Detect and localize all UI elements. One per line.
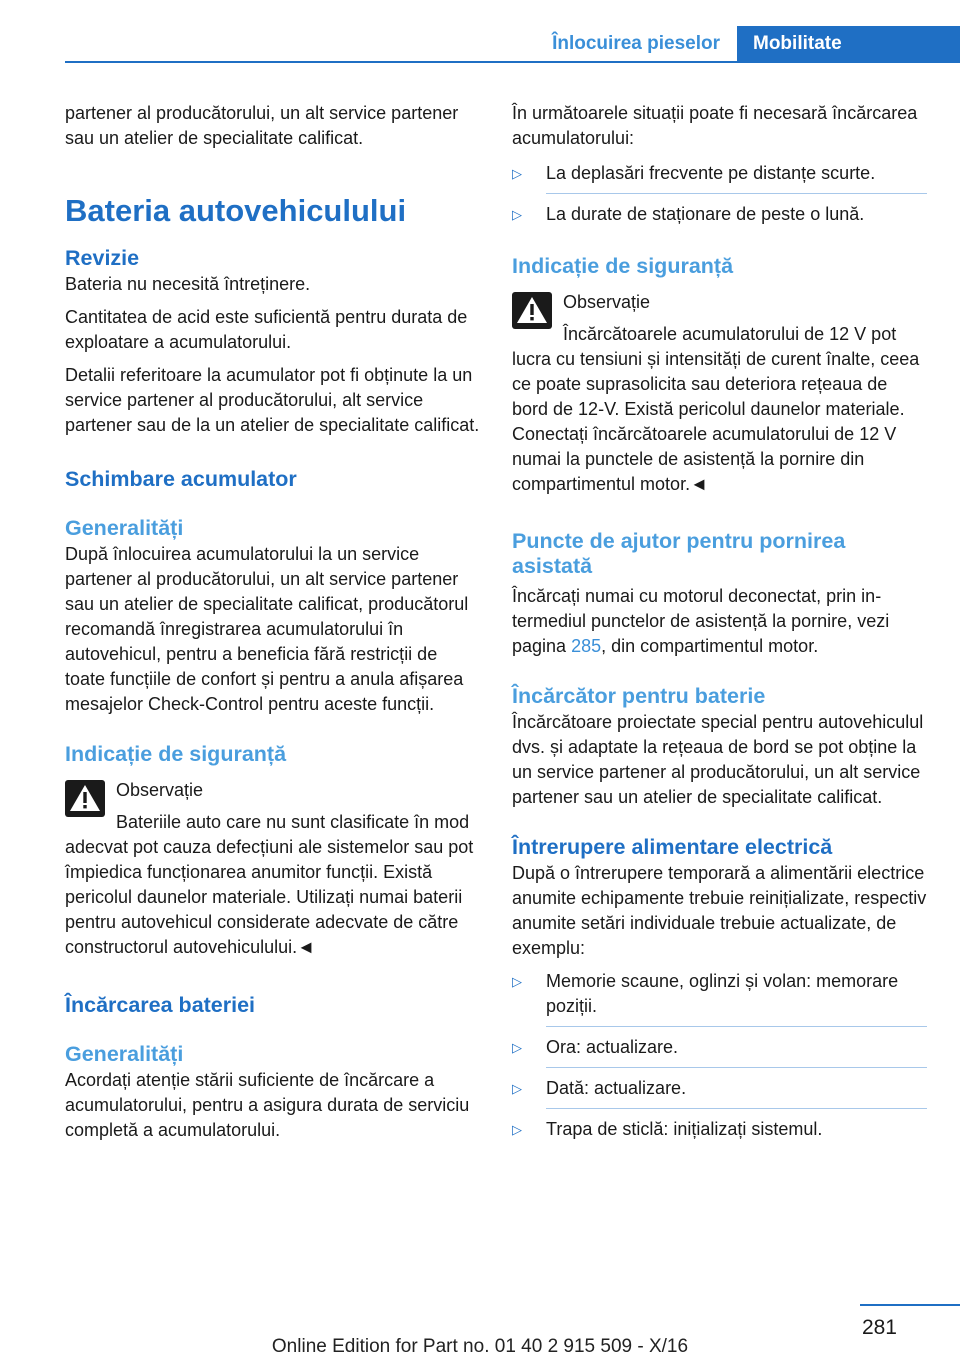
generalitati-heading-2: Generalități <box>65 1042 184 1066</box>
triangle-right-outline-icon: ▷ <box>512 974 522 989</box>
page-number: 281 <box>861 1316 897 1339</box>
triangle-right-outline-icon: ▷ <box>512 1122 522 1137</box>
right-column <box>512 101 927 1142</box>
generalitati-paragraph-2: Acordați atenție stării suficiente de încărcare a acumulatorului, pentru a asigura durata de serviciu completă a acumulatorului. <box>65 1070 470 1140</box>
header-chapter-tab: Mobilitate <box>737 26 960 62</box>
revizie-heading: Revizie <box>65 246 140 270</box>
triangle-right-outline-icon: ▷ <box>512 207 522 222</box>
safety-note-heading-1: Indicație de siguranță <box>65 742 287 766</box>
warning-triangle-icon <box>65 780 105 817</box>
list-item: ▷ Ora: actualizare. <box>512 1035 927 1068</box>
charging-situations-list <box>512 161 927 227</box>
incarcator-paragraph: Încărcătoare proiectate special pentru autovehiculul dvs. și adaptate la rețeaua de bord se pot obține la un service partener al producătorului, un alt service partener sau un atelier de specialitate calificat. <box>512 712 924 807</box>
list-divider <box>546 193 927 194</box>
puncte-paragraph: Încărcați numai cu motorul deconectat, prin intermediul punctelor de asistență la pornire, vezi pagina 285, din compartimentul motor. <box>512 586 890 656</box>
list-item: ▷ La deplasări frecvente pe distanțe scurte. <box>512 161 927 194</box>
triangle-right-outline-icon: ▷ <box>512 1040 522 1055</box>
battery-section-title: Bateria autovehiculului <box>65 193 407 228</box>
header-rule <box>65 61 960 63</box>
warning-triangle-icon <box>512 292 552 329</box>
revizie-paragraph-1: Bateria nu necesită întreținere. <box>65 274 311 294</box>
incarcator-heading: Încărcător pentru baterie <box>512 684 766 708</box>
revizie-paragraph-2: Cantitatea de acid este suficientă pentru durata de exploatare a acumulatorului. <box>65 307 468 352</box>
list-item: ▷ Dată: actualizare. <box>512 1076 927 1109</box>
warning-label-2: Observație <box>563 292 651 312</box>
list-divider <box>546 1108 927 1109</box>
revizie-paragraph-3: Detalii referitoare la acumulator pot fi obținute la un service partener al producătorului, alt service partener sau de la un atelier de specialitate calificat. <box>65 365 480 435</box>
header-section-title: Înlocuirea pieselor <box>552 33 720 54</box>
warning-label-1: Observație <box>116 780 204 800</box>
list-item: ▷ La durate de staționare de peste o lună. <box>512 202 927 227</box>
intrerupere-heading: Întrerupere alimentare electrică <box>512 835 833 859</box>
generalitati-paragraph-1: După înlocuirea acumulatorului la un service partener al producătorului, un alt service partener sau un atelier de specialitate calificat, producătorul recomandă înregistrarea acumulatorului în autovehicul, pentru a beneficia fără restricții de toate funcțiile de confort și pentru a anula afișarea mesajelor Check-Control pentru aceste funcții. <box>65 544 469 714</box>
puncte-heading: Puncte de ajutor pentru pornirea asistată <box>512 529 846 578</box>
warning-box-2 <box>512 290 927 497</box>
warning-text-1: Bateriile auto care nu sunt clasificate în mod adecvat pot cauza defecțiuni ale sistemelor sau pot împiedica funcționarea anumitor funcții. Există pericolul daunelor materiale. Utilizați numai baterii pentru autovehicul considerate adecvate de către constructorul autovehiculului.◄ <box>65 812 474 957</box>
edition-footer: Online Edition for Part no. 01 40 2 915 509 - X/16 <box>271 1336 689 1357</box>
safety-note-heading-2: Indicație de siguranță <box>512 254 734 278</box>
list-item: ▷ Trapa de sticlă: inițializați sistemul. <box>512 1117 927 1142</box>
page-reference-link[interactable]: 285 <box>571 636 602 656</box>
list-divider <box>546 1067 927 1068</box>
reset-items-list <box>512 969 927 1142</box>
warning-box-1 <box>65 778 481 960</box>
right-intro-paragraph: În următoarele situații poate fi necesară încărcarea acumulatorului: <box>512 103 918 148</box>
left-intro-paragraph: partener al producătorului, un alt service partener sau un atelier de specialitate calificat. <box>65 103 459 148</box>
footer-rule <box>860 1304 960 1306</box>
generalitati-heading-1: Generalități <box>65 516 184 540</box>
triangle-right-outline-icon: ▷ <box>512 166 522 181</box>
intrerupere-paragraph: După o întrerupere temporară a alimentării electrice anumite echipamente trebuie reinițializate, respectiv anumite setări individuale trebuie actualizate, de exemplu: <box>512 863 927 958</box>
triangle-right-outline-icon: ▷ <box>512 1081 522 1096</box>
incarcarea-heading: Încărcarea bateriei <box>65 993 256 1017</box>
warning-text-2: Încărcătoarele acumulatorului de 12 V pot lucra cu tensiuni și intensități de curent înalte, ceea ce poate suprasolicita sau deteriora rețeaua de bord de 12-V. Există pericolul daunelor materiale. Conectați încărcătoarele acumulatorului de 12 V numai la punctele de asistență la pornire din compartimentul motor.◄ <box>512 324 920 494</box>
schimbare-heading: Schimbare acumulator <box>65 467 297 491</box>
list-item: ▷ Memorie scaune, oglinzi și volan: memorare poziții. <box>512 969 927 1027</box>
list-divider <box>546 1026 927 1027</box>
left-column <box>65 101 481 1143</box>
